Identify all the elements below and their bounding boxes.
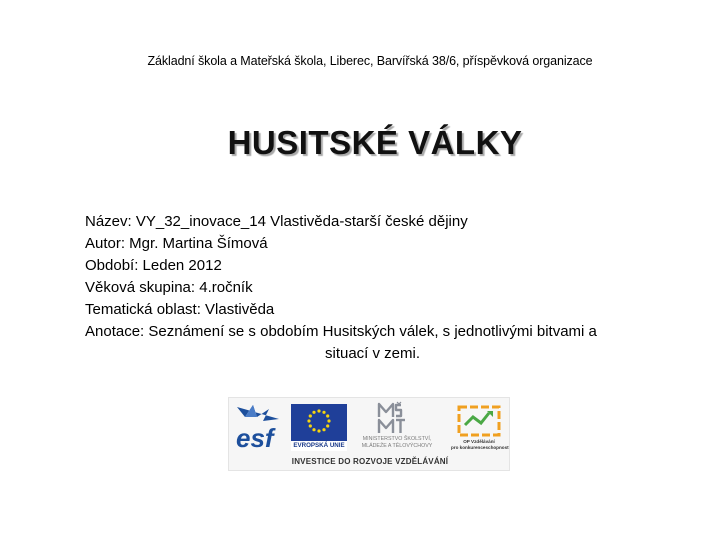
info-annotation-line1: Anotace: Seznámení se s obdobím Husitských válek, s jednotlivými bitvami a bbox=[85, 323, 597, 340]
esf-logo bbox=[235, 403, 287, 451]
slogan: INVESTICE DO ROZVOJE VZDĚLÁVÁNÍ bbox=[291, 457, 449, 466]
msmt-caption bbox=[349, 436, 445, 449]
op-caption-line2: pro konkurenceschopnost bbox=[451, 444, 509, 450]
eu-flag-icon bbox=[291, 404, 347, 442]
msmt-logo-icon bbox=[349, 401, 445, 435]
eu-logo bbox=[291, 404, 347, 452]
esf-text: esf bbox=[236, 423, 274, 451]
op-caption bbox=[451, 439, 507, 450]
page-title: HUSITSKÉ VÁLKY bbox=[227, 124, 523, 161]
eu-caption: EVROPSKÁ UNIE bbox=[291, 441, 347, 451]
school-header: Základní škola a Mateřská škola, Liberec, Barvířská 38/6, příspěvková organizace bbox=[147, 54, 593, 68]
op-logo-icon bbox=[451, 403, 507, 437]
op-logo bbox=[451, 403, 507, 453]
msmt-logo bbox=[349, 401, 445, 453]
info-period: Období: Leden 2012 bbox=[85, 257, 222, 274]
logo-strip bbox=[228, 397, 510, 471]
info-annotation bbox=[85, 321, 660, 365]
info-block bbox=[85, 211, 660, 365]
info-thematic-area: Tematická oblast: Vlastivěda bbox=[85, 301, 275, 318]
info-annotation-line2: situací v zemi. bbox=[324, 345, 421, 362]
esf-logo-icon bbox=[235, 403, 287, 451]
info-author: Autor: Mgr. Martina Šímová bbox=[85, 235, 268, 252]
info-name: Název: VY_32_inovace_14 Vlastivěda-starší české dějiny bbox=[85, 213, 468, 230]
info-age-group: Věková skupina: 4.ročník bbox=[85, 279, 253, 296]
msmt-caption-line2: MLÁDEŽE A TĚLOVÝCHOVY bbox=[361, 442, 433, 449]
op-caption-line1: OP Vzdělávání bbox=[463, 439, 495, 444]
msmt-caption-line1: MINISTERSTVO ŠKOLSTVÍ, bbox=[362, 436, 432, 442]
